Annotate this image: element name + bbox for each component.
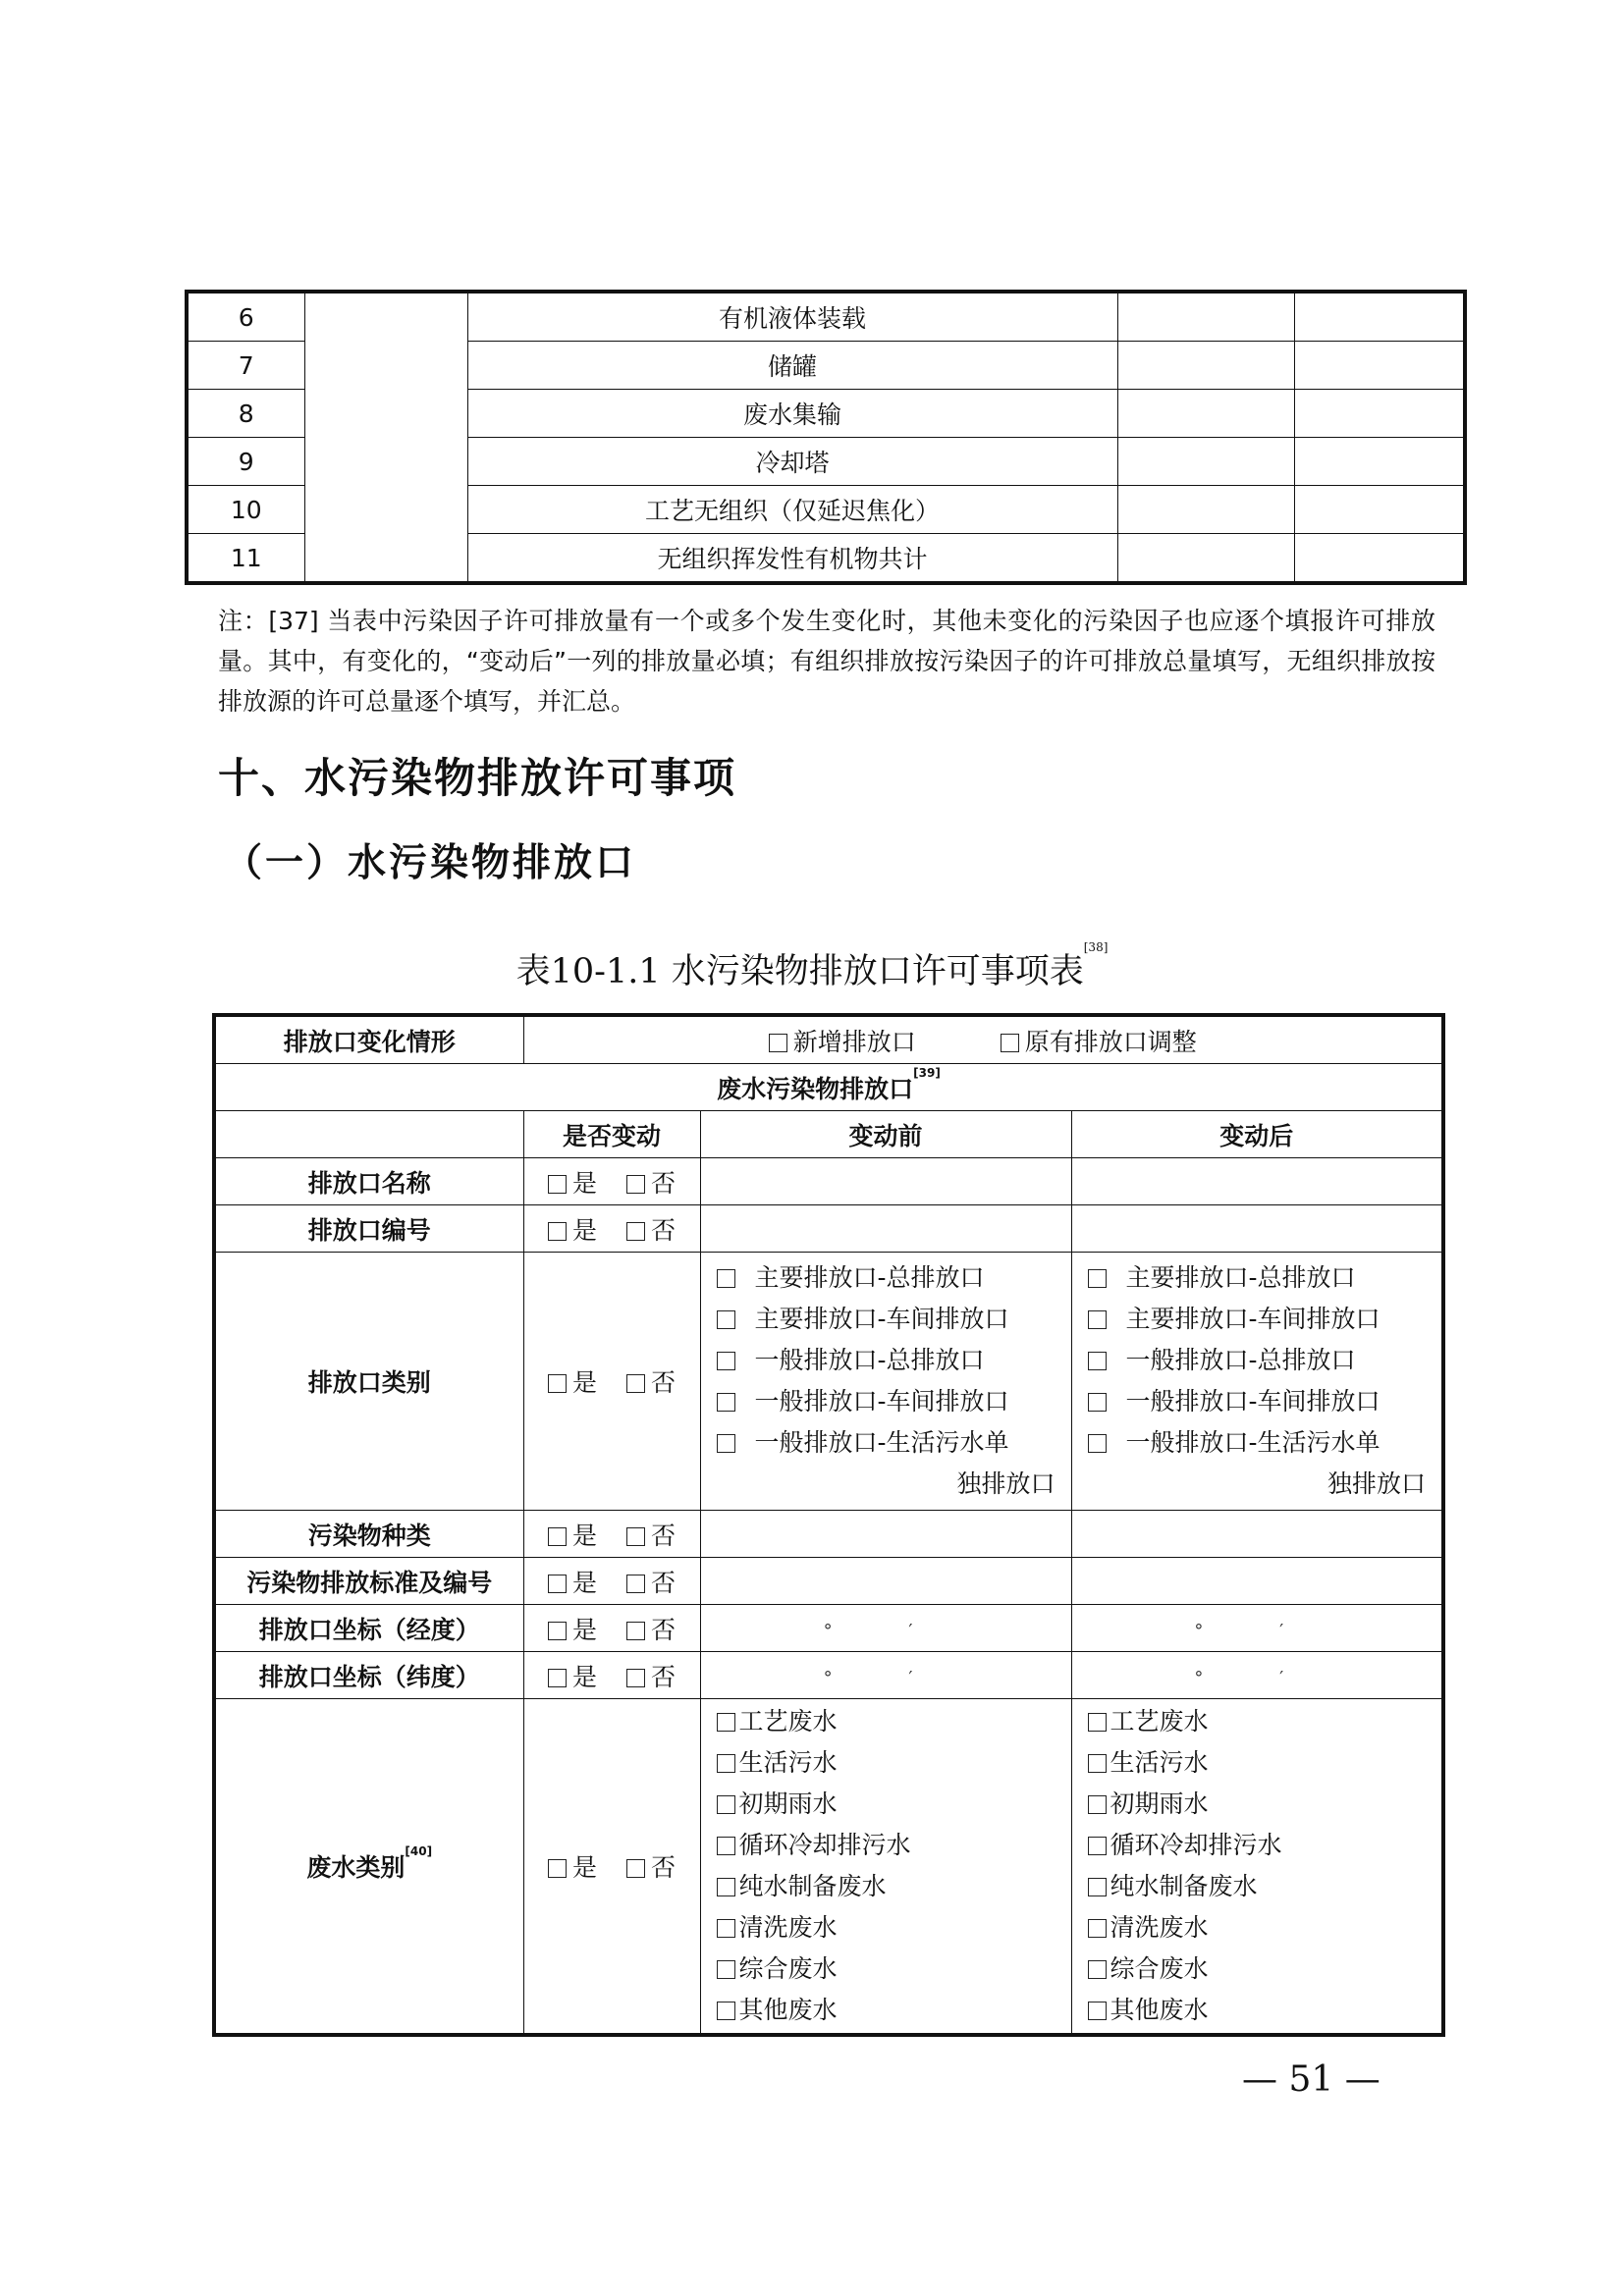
row-number: 9 (187, 438, 304, 486)
pollutant-type-label (214, 1511, 523, 1558)
table-row (214, 1158, 1443, 1205)
checkbox-icon (548, 1222, 567, 1241)
checkbox-icon (717, 1352, 735, 1370)
before-wastewater-type-list (700, 1699, 1071, 2036)
section-header-ref: [39] (913, 1065, 941, 1080)
caption-text: 表10-1.1 水污染物排放口许可事项表 (515, 952, 1084, 991)
value-after-cell[interactable] (1294, 292, 1465, 342)
outlet-type-label-text: 排放口类别 (307, 1368, 431, 1397)
wastewater-type-option[interactable] (717, 1866, 1071, 1907)
checkbox-icon (1088, 1713, 1107, 1732)
table-caption (0, 940, 1624, 993)
wastewater-type-option[interactable] (717, 1907, 1071, 1949)
checkbox-icon (548, 1669, 567, 1687)
empty-header-cell (214, 1111, 523, 1158)
latitude-label-text: 排放口坐标（纬度） (258, 1662, 480, 1691)
changed-yes-no (523, 1511, 700, 1558)
no-label: 否 (651, 1568, 677, 1597)
outlet-type-option[interactable] (1088, 1340, 1442, 1381)
checkbox-icon (1088, 1754, 1107, 1773)
wastewater-type-option[interactable] (1088, 1907, 1442, 1949)
outlet-type-option[interactable] (717, 1299, 1071, 1340)
option-label: 主要排放口-车间排放口 (754, 1305, 1009, 1333)
longitude-label-text: 排放口坐标（经度） (258, 1615, 480, 1644)
option-label: 循环冷却排污水 (1110, 1831, 1282, 1859)
yes-label: 是 (571, 1368, 597, 1397)
emission-source: 有机液体装载 (467, 292, 1117, 342)
section-title: 十、水污染物排放许可事项 (218, 754, 737, 802)
wastewater-type-option[interactable] (717, 1701, 1071, 1742)
col-after-header: 变动后 (1071, 1111, 1443, 1158)
table-row (214, 1699, 1443, 2036)
outlet-code-label-text: 排放口编号 (307, 1215, 431, 1245)
wastewater-type-option[interactable] (717, 1742, 1071, 1784)
checkbox-yes[interactable] (548, 1164, 597, 1200)
option-label: 纯水制备废水 (1110, 1872, 1258, 1900)
value-before-cell[interactable] (1117, 342, 1294, 390)
checkbox-yes[interactable] (548, 1848, 597, 1884)
outlet-type-option[interactable] (717, 1422, 1071, 1464)
checkbox-no[interactable] (626, 1363, 676, 1399)
value-after-cell[interactable] (1294, 438, 1465, 486)
checkbox-icon (626, 1374, 645, 1393)
after-wastewater-type-list (1071, 1699, 1443, 2036)
checkbox-icon (717, 1837, 735, 1855)
value-after-cell[interactable] (1294, 390, 1465, 438)
option-label: 生活污水 (738, 1748, 838, 1777)
checkbox-yes[interactable] (548, 1611, 597, 1646)
yes-label: 是 (571, 1662, 597, 1691)
changed-yes-no (523, 1158, 700, 1205)
no-label: 否 (651, 1662, 677, 1691)
table-row (214, 1015, 1443, 1064)
checkbox-icon (769, 1034, 787, 1052)
wastewater-type-option[interactable] (717, 1784, 1071, 1825)
degree-minute-marks: ° ′ (823, 1668, 948, 1688)
checkbox-icon (1088, 1960, 1107, 1979)
wastewater-type-option[interactable] (717, 1825, 1071, 1866)
checkbox-icon (1088, 1352, 1107, 1370)
table-header-row (214, 1111, 1443, 1158)
emission-source: 无组织挥发性有机物共计 (467, 534, 1117, 584)
outlet-type-option[interactable] (1088, 1257, 1442, 1299)
emission-standard-label-text: 污染物排放标准及编号 (246, 1568, 493, 1597)
merged-category-cell (304, 292, 467, 583)
table-row (187, 292, 1465, 342)
outlet-type-option[interactable] (717, 1381, 1071, 1422)
emission-source: 工艺无组织（仅延迟焦化） (467, 486, 1117, 534)
emission-source: 冷却塔 (467, 438, 1117, 486)
emission-source: 废水集输 (467, 390, 1117, 438)
yes-label: 是 (571, 1215, 597, 1245)
after-input-cell[interactable] (1071, 1158, 1443, 1205)
outlet-type-label (214, 1253, 523, 1511)
yes-label: 是 (571, 1521, 597, 1550)
after-coordinate-cell[interactable] (1071, 1605, 1443, 1652)
col-changed-header: 是否变动 (523, 1111, 700, 1158)
page-number: — 51 — (1242, 2059, 1380, 2100)
option-label: 主要排放口-车间排放口 (1125, 1305, 1380, 1333)
before-coordinate-cell[interactable] (700, 1605, 1071, 1652)
checkbox-icon (626, 1575, 645, 1593)
checkbox-icon (717, 1919, 735, 1938)
before-input-cell[interactable] (700, 1511, 1071, 1558)
checkbox-yes[interactable] (548, 1211, 597, 1247)
wastewater-type-option[interactable] (1088, 1866, 1442, 1907)
no-label: 否 (651, 1168, 677, 1198)
before-input-cell[interactable] (700, 1158, 1071, 1205)
option-label: 清洗废水 (1110, 1913, 1209, 1942)
checkbox-icon (717, 1269, 735, 1288)
checkbox-icon (717, 1310, 735, 1329)
checkbox-no[interactable] (626, 1164, 676, 1200)
option-label: 其他废水 (738, 1996, 838, 2024)
option-label: 一般排放口-车间排放口 (1125, 1387, 1380, 1415)
checkbox-icon (626, 1669, 645, 1687)
outlet-name-label-text: 排放口名称 (307, 1168, 431, 1198)
option-label: 一般排放口-车间排放口 (754, 1387, 1009, 1415)
degree-minute-marks: ° ′ (1194, 1621, 1320, 1641)
after-outlet-type-list (1071, 1253, 1443, 1511)
outlet-name-label (214, 1158, 523, 1205)
row-number: 6 (187, 292, 304, 342)
pollutant-type-label-text: 污染物种类 (307, 1521, 431, 1550)
no-label: 否 (651, 1853, 677, 1882)
option-label: 主要排放口-总排放口 (1125, 1263, 1356, 1292)
table-row (214, 1511, 1443, 1558)
option-label: 一般排放口-生活污水单 (1125, 1428, 1380, 1457)
water-outlet-permit-table (212, 1013, 1445, 2037)
checkbox-icon (626, 1622, 645, 1640)
yes-label: 是 (571, 1168, 597, 1198)
wastewater-type-label-ref: [40] (405, 1844, 433, 1858)
after-input-cell[interactable] (1071, 1511, 1443, 1558)
emission-standard-label (214, 1558, 523, 1605)
section-header-text: 废水污染物排放口 (717, 1074, 914, 1103)
value-before-cell[interactable] (1117, 534, 1294, 584)
before-input-cell[interactable] (700, 1558, 1071, 1605)
option-label-continued: 独排放口 (956, 1469, 1056, 1498)
checkbox-icon (1088, 1269, 1107, 1288)
checkbox-icon (717, 1878, 735, 1896)
option-label: 综合废水 (738, 1954, 838, 1983)
checkbox-icon (717, 1960, 735, 1979)
degree-minute-marks: ° ′ (823, 1621, 948, 1641)
option-label: 一般排放口-总排放口 (1125, 1346, 1356, 1374)
value-before-cell[interactable] (1117, 486, 1294, 534)
checkbox-icon (717, 1754, 735, 1773)
checkbox-icon (626, 1175, 645, 1194)
option-label: 工艺废水 (738, 1707, 838, 1735)
wastewater-type-label-text: 废水类别 (306, 1853, 406, 1882)
row-number: 8 (187, 390, 304, 438)
checkbox-icon (548, 1527, 567, 1546)
checkbox-no[interactable] (626, 1658, 676, 1693)
table-note: 注：[37] 当表中污染因子许可排放量有一个或多个发生变化时，其他未变化的污染因子也应逐个填报许可排放量。其中，有变化的，“变动后”一列的排放量必填；有组织排放按污染因子的许可排放总量填写，无组织排放按排放源的许可总量逐个填写，并汇总。 (218, 607, 1435, 716)
checkbox-icon (626, 1859, 645, 1878)
outlet-code-label (214, 1205, 523, 1253)
changed-yes-no (523, 1699, 700, 2036)
option-label: 纯水制备废水 (738, 1872, 887, 1900)
after-input-cell[interactable] (1071, 1205, 1443, 1253)
wastewater-type-option[interactable] (1088, 1990, 1442, 2031)
caption-ref: [38] (1083, 940, 1109, 954)
degree-minute-marks: ° ′ (1194, 1668, 1320, 1688)
checkbox-adjust-outlet[interactable] (1001, 1028, 1197, 1056)
value-after-cell[interactable] (1294, 534, 1465, 584)
table-row (214, 1558, 1443, 1605)
option-label: 新增排放口 (792, 1027, 916, 1056)
change-label: 排放口变化情形 (214, 1015, 523, 1064)
checkbox-icon (548, 1859, 567, 1878)
option-label: 工艺废水 (1110, 1707, 1209, 1735)
wastewater-type-label (214, 1699, 523, 2036)
option-label: 原有排放口调整 (1024, 1027, 1197, 1056)
checkbox-no[interactable] (626, 1848, 676, 1884)
outlet-type-option[interactable] (717, 1340, 1071, 1381)
value-after-cell[interactable] (1294, 486, 1465, 534)
longitude-label (214, 1605, 523, 1652)
checkbox-icon (1088, 1393, 1107, 1412)
option-label: 一般排放口-生活污水单 (754, 1428, 1009, 1457)
col-before-header: 变动前 (700, 1111, 1071, 1158)
no-label: 否 (651, 1215, 677, 1245)
table-row (214, 1652, 1443, 1699)
before-coordinate-cell[interactable] (700, 1652, 1071, 1699)
checkbox-icon (717, 2002, 735, 2020)
table-row (214, 1064, 1443, 1111)
checkbox-icon (1088, 1434, 1107, 1453)
checkbox-icon (626, 1222, 645, 1241)
checkbox-icon (1001, 1034, 1019, 1052)
checkbox-new-outlet[interactable] (769, 1028, 916, 1056)
checkbox-icon (626, 1527, 645, 1546)
checkbox-yes[interactable] (548, 1658, 597, 1693)
changed-yes-no (523, 1253, 700, 1511)
checkbox-icon (1088, 1795, 1107, 1814)
wastewater-type-option[interactable] (1088, 1825, 1442, 1866)
wastewater-type-option[interactable] (1088, 1784, 1442, 1825)
value-after-cell[interactable] (1294, 342, 1465, 390)
latitude-label (214, 1652, 523, 1699)
outlet-type-option[interactable] (1088, 1422, 1442, 1464)
section-header (214, 1064, 1443, 1111)
checkbox-icon (1088, 1310, 1107, 1329)
row-number: 7 (187, 342, 304, 390)
checkbox-icon (548, 1622, 567, 1640)
option-label: 初期雨水 (1110, 1789, 1209, 1818)
yes-label: 是 (571, 1853, 597, 1882)
changed-yes-no (523, 1652, 700, 1699)
checkbox-icon (717, 1393, 735, 1412)
value-before-cell[interactable] (1117, 438, 1294, 486)
checkbox-yes[interactable] (548, 1517, 597, 1552)
table-row (214, 1253, 1443, 1511)
option-label: 清洗废水 (738, 1913, 838, 1942)
option-label: 一般排放口-总排放口 (754, 1346, 985, 1374)
outlet-type-option[interactable] (1088, 1299, 1442, 1340)
checkbox-icon (548, 1575, 567, 1593)
checkbox-icon (1088, 1837, 1107, 1855)
changed-yes-no (523, 1558, 700, 1605)
yes-label: 是 (571, 1568, 597, 1597)
changed-yes-no (523, 1205, 700, 1253)
option-label: 生活污水 (1110, 1748, 1209, 1777)
yes-label: 是 (571, 1615, 597, 1644)
table-row (214, 1205, 1443, 1253)
before-outlet-type-list (700, 1253, 1071, 1511)
option-label: 初期雨水 (738, 1789, 838, 1818)
option-label-continued: 独排放口 (1327, 1469, 1427, 1498)
checkbox-icon (548, 1374, 567, 1393)
checkbox-icon (1088, 1878, 1107, 1896)
option-label: 主要排放口-总排放口 (754, 1263, 985, 1292)
emissions-table-continued (185, 290, 1467, 585)
no-label: 否 (651, 1368, 677, 1397)
checkbox-icon (1088, 2002, 1107, 2020)
change-options (523, 1015, 1443, 1064)
wastewater-type-option[interactable] (717, 1949, 1071, 1990)
value-before-cell[interactable] (1117, 390, 1294, 438)
option-label: 其他废水 (1110, 1996, 1209, 2024)
checkbox-yes[interactable] (548, 1564, 597, 1599)
checkbox-no[interactable] (626, 1611, 676, 1646)
value-before-cell[interactable] (1117, 292, 1294, 342)
checkbox-icon (717, 1434, 735, 1453)
wastewater-type-option[interactable] (1088, 1742, 1442, 1784)
outlet-type-option[interactable] (717, 1257, 1071, 1299)
row-number: 10 (187, 486, 304, 534)
changed-yes-no (523, 1605, 700, 1652)
no-label: 否 (651, 1615, 677, 1644)
option-label: 循环冷却排污水 (738, 1831, 911, 1859)
row-number: 11 (187, 534, 304, 584)
option-label: 综合废水 (1110, 1954, 1209, 1983)
checkbox-icon (548, 1175, 567, 1194)
no-label: 否 (651, 1521, 677, 1550)
table-row (214, 1605, 1443, 1652)
checkbox-icon (717, 1713, 735, 1732)
checkbox-no[interactable] (626, 1517, 676, 1552)
outlet-type-option[interactable] (1088, 1381, 1442, 1422)
checkbox-yes[interactable] (548, 1363, 597, 1399)
checkbox-icon (717, 1795, 735, 1814)
after-input-cell[interactable] (1071, 1558, 1443, 1605)
wastewater-type-option[interactable] (1088, 1701, 1442, 1742)
wastewater-type-option[interactable] (1088, 1949, 1442, 1990)
before-input-cell[interactable] (700, 1205, 1071, 1253)
checkbox-no[interactable] (626, 1564, 676, 1599)
after-coordinate-cell[interactable] (1071, 1652, 1443, 1699)
subsection-title: （一）水污染物排放口 (224, 840, 637, 885)
emission-source: 储罐 (467, 342, 1117, 390)
checkbox-no[interactable] (626, 1211, 676, 1247)
wastewater-type-option[interactable] (717, 1990, 1071, 2031)
checkbox-icon (1088, 1919, 1107, 1938)
